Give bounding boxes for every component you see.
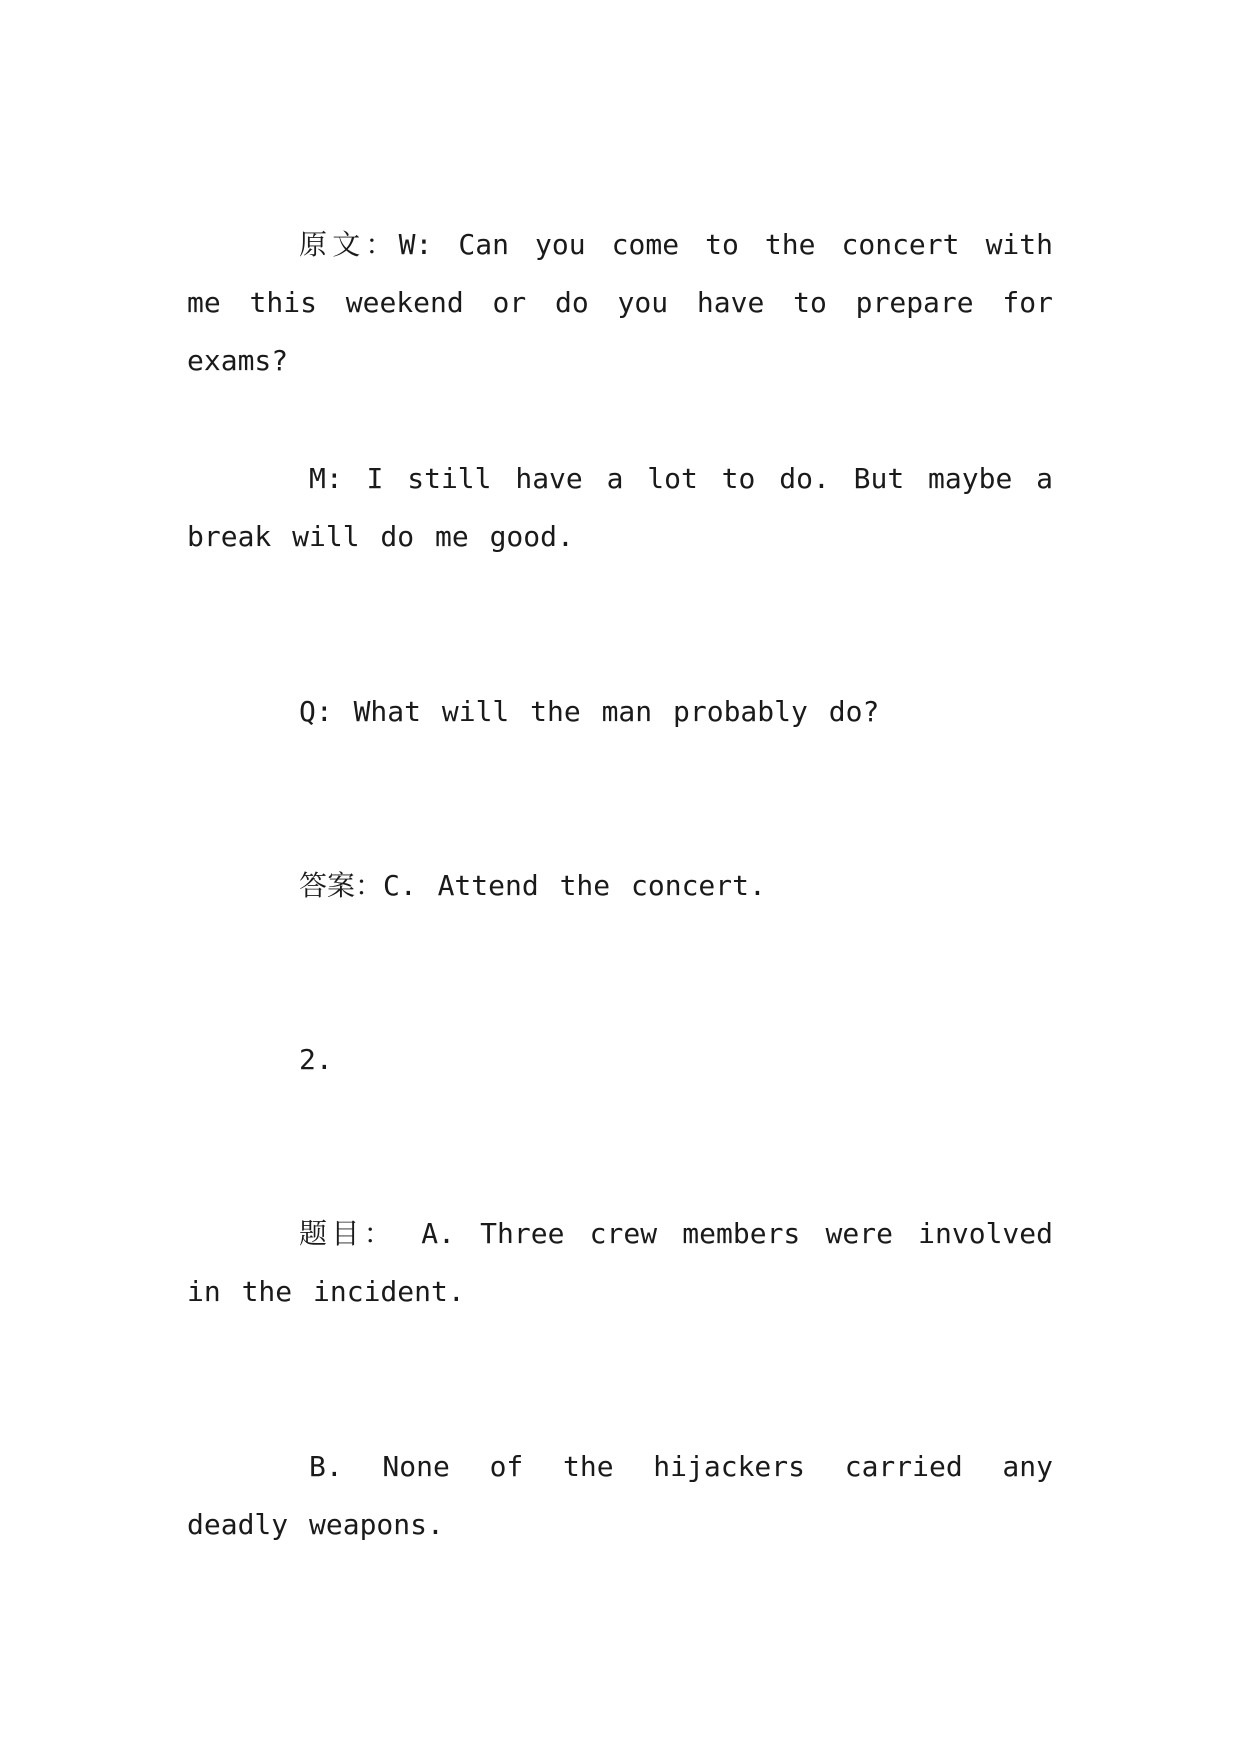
question-option-b: B. None of the hijackers carried any deadly weapons. (187, 1450, 1053, 1541)
transcript-paragraph: 原文：W: Can you come to the concert with me this weekend or do you have to prepare for exams? (187, 228, 1053, 377)
question-paragraph: Q: What will the man probably do? (299, 695, 880, 728)
man-response-paragraph: M: I still have a lot to do. But maybe a break will do me good. (187, 462, 1053, 553)
answer-paragraph: 答案：C. Attend the concert. (299, 869, 766, 902)
item-number: 2. (299, 1043, 333, 1076)
question-option-a: 题目： A. Three crew members were involved in the incident. (187, 1217, 1053, 1308)
